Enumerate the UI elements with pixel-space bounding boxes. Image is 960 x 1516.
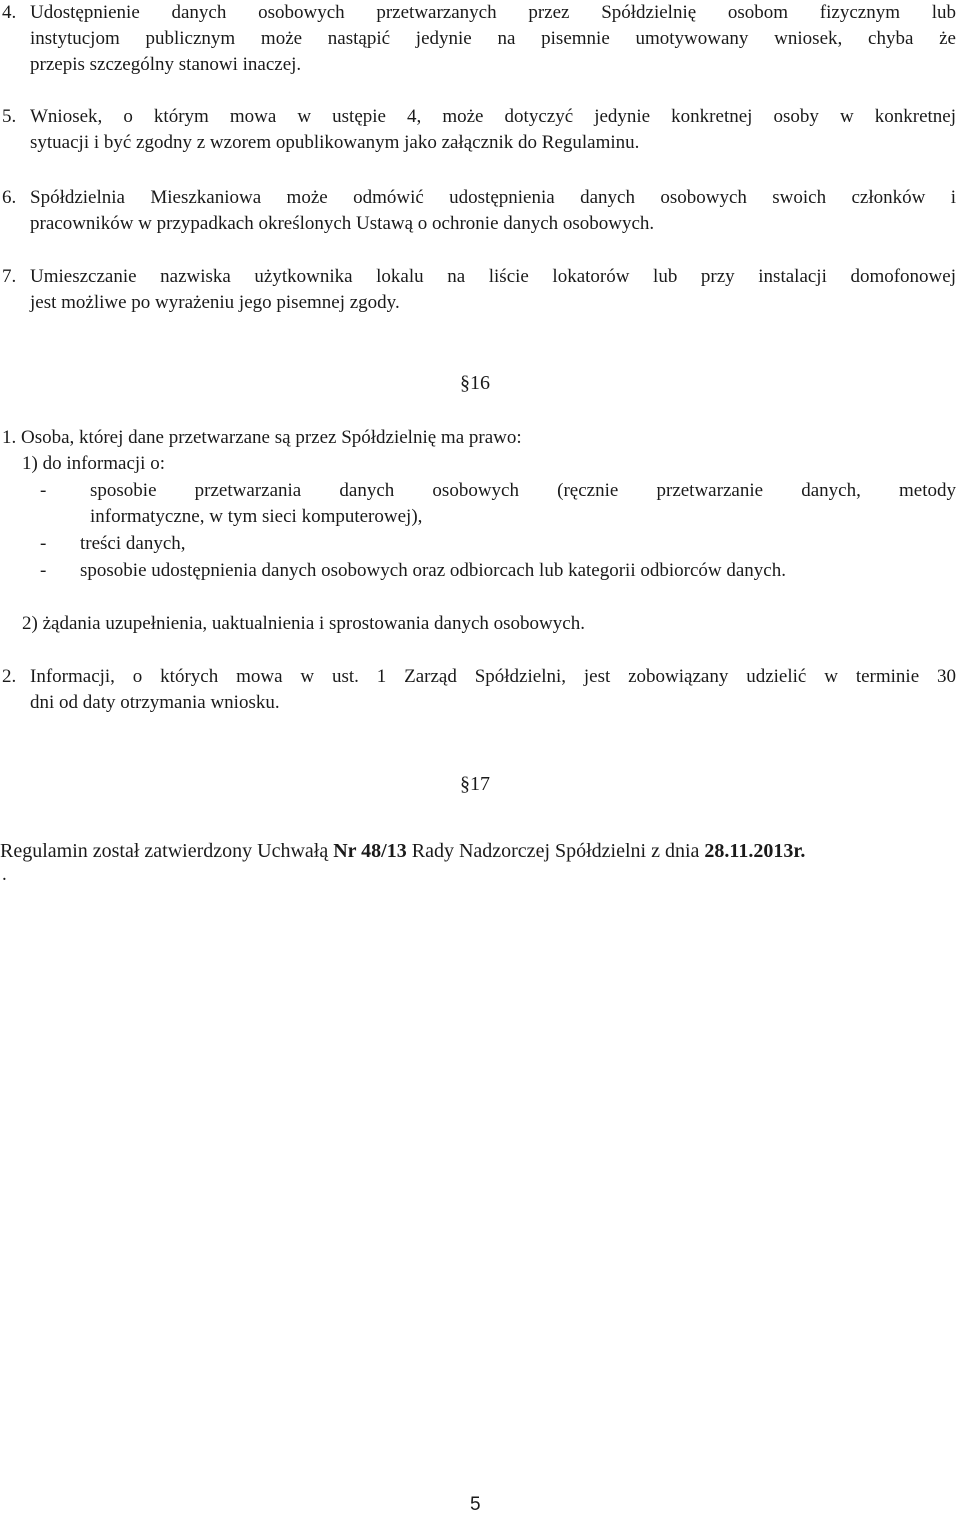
paragraph-line: Udostępnienie danych osobowych przetwarzanych przez Spółdzielnię osobom fizycznym lub: [30, 2, 956, 23]
section-16-item-1: 1. Osoba, której dane przetwarzane są przez Spółdzielnię ma prawo:: [2, 427, 522, 448]
dash-bullet: -: [40, 533, 47, 554]
section-16-item-2: [0, 664, 956, 716]
paragraph-line: Spółdzielnia Mieszkaniowa może odmówić udostępnienia danych osobowych swoich członków i: [30, 187, 956, 208]
paragraph-line: Wniosek, o którym mowa w ustępie 4, może dotyczyć jedynie konkretnej osoby w konkretnej: [30, 106, 956, 127]
paragraph-line: przepis szczególny stanowi inaczej.: [30, 54, 302, 75]
paragraph-number: 2.: [2, 666, 17, 687]
section-17-heading: §17: [460, 773, 490, 795]
paragraph-5: [0, 104, 956, 156]
approval-date: 28.11.2013r.: [704, 840, 806, 862]
dash-item: [40, 478, 956, 530]
paragraph-line: Umieszczanie nazwiska użytkownika lokalu na liście lokatorów lub przy instalacji domofonowej: [30, 266, 956, 287]
approval-statement: [0, 838, 805, 864]
paragraph-6: [0, 185, 956, 237]
section-16-heading: §16: [460, 372, 490, 394]
dash-item: [40, 558, 956, 584]
paragraph-line: instytucjom publicznym może nastąpić jedynie na pisemnie umotywowany wniosek, chyba że: [30, 28, 956, 49]
resolution-number: Nr 48/13: [333, 840, 407, 862]
paragraph-number: 6.: [2, 187, 17, 208]
paragraph-line: Informacji, o których mowa w ust. 1 Zarząd Spółdzielni, jest zobowiązany udzielić w terminie 30: [30, 666, 956, 687]
paragraph-number: 5.: [2, 106, 17, 127]
page-number: 5: [470, 1494, 481, 1515]
section-16-subitem-2: 2) żądania uzupełnienia, uaktualnienia i sprostowania danych osobowych.: [22, 613, 585, 634]
dash-bullet: -: [40, 480, 47, 501]
dash-item-line: informatyczne, w tym sieci komputerowej),: [90, 506, 423, 527]
paragraph-line: dni od daty otrzymania wniosku.: [30, 692, 280, 713]
paragraph-4: [0, 0, 956, 78]
dash-bullet: -: [40, 560, 47, 581]
approval-text: Regulamin został zatwierdzony Uchwałą: [0, 840, 334, 862]
dash-item-line: sposobie udostępnienia danych osobowych oraz odbiorcach lub kategorii odbiorców danych.: [80, 560, 786, 581]
paragraph-number: 4.: [2, 2, 17, 23]
approval-text: Rady Nadzorczej Spółdzielni z dnia: [406, 840, 705, 862]
dash-item-line: sposobie przetwarzania danych osobowych (ręcznie przetwarzanie danych, metody: [90, 480, 956, 501]
trailing-dot: .: [2, 864, 7, 885]
paragraph-line: sytuacji i być zgodny z wzorem opublikowanym jako załącznik do Regulaminu.: [30, 132, 640, 153]
paragraph-7: [0, 264, 956, 316]
paragraph-line: jest możliwe po wyrażeniu jego pisemnej zgody.: [30, 292, 400, 313]
dash-item: [40, 531, 956, 557]
paragraph-line: pracowników w przypadkach określonych Ustawą o ochronie danych osobowych.: [30, 213, 655, 234]
dash-item-line: treści danych,: [80, 533, 186, 554]
paragraph-number: 7.: [2, 266, 17, 287]
section-16-subitem-1: 1) do informacji o:: [22, 453, 165, 474]
